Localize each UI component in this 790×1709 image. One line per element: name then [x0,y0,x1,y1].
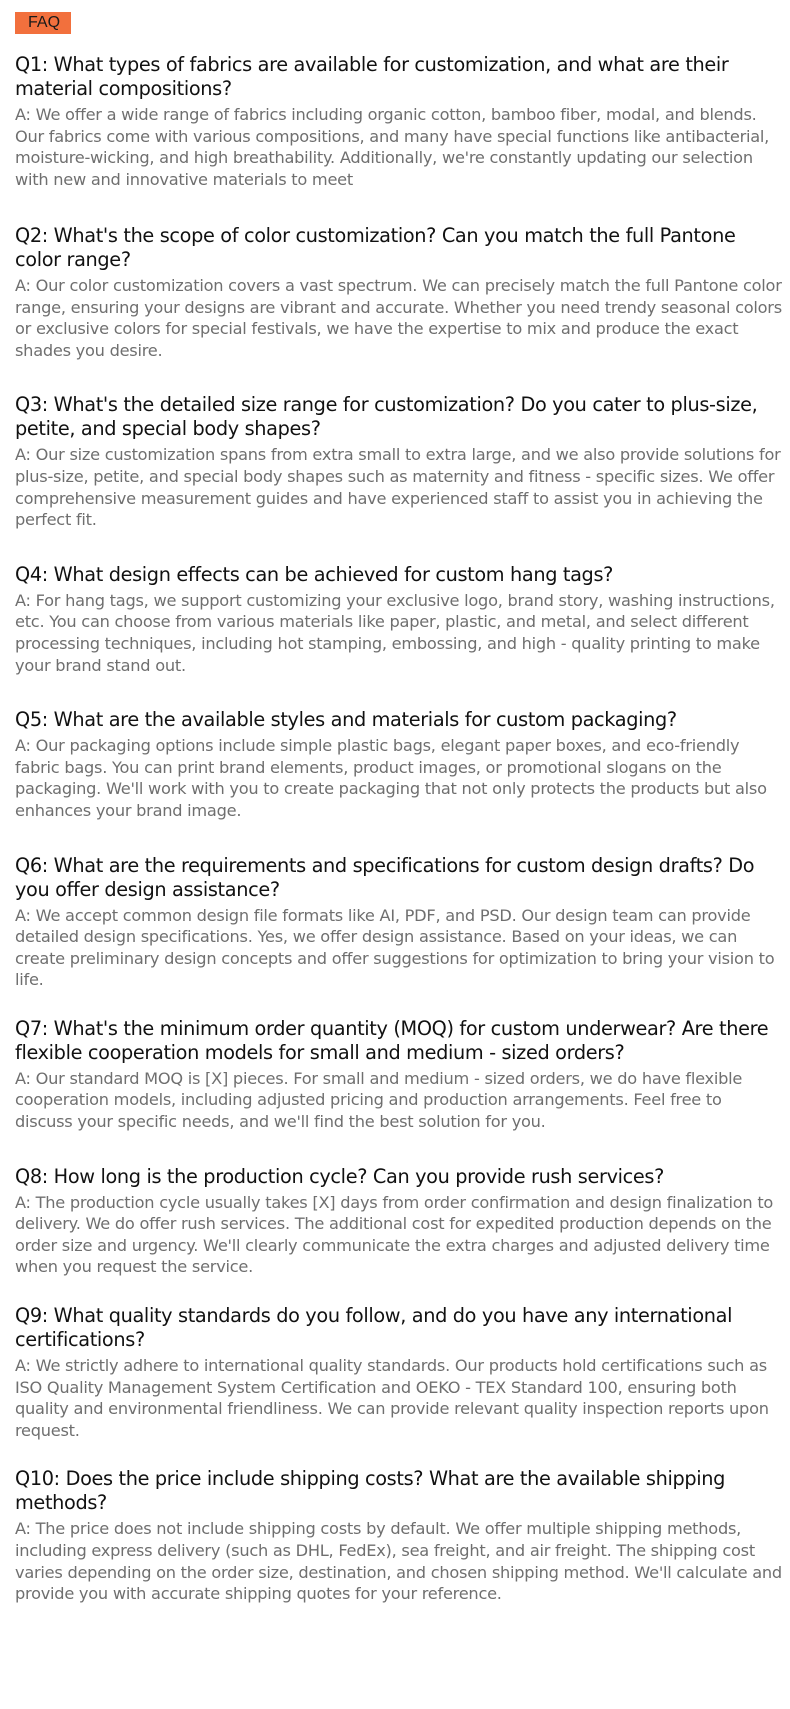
faq-question-9: Q9: What quality standards do you follow, and do you have any international certifications? [15,1304,733,1352]
faq-item-6 [15,854,783,991]
faq-list [15,53,783,1605]
faq-item-4 [15,563,783,676]
faq-answer-1: A: We offer a wide range of fabrics including organic cotton, bamboo fiber, modal, and blends. Our fabrics come with various compositions, and many have special functions like antibacterial, moisture-wicking, and high breathability. Additionally, we're constantly updating our selection with new and innovative materials to meet [15,105,770,189]
faq-question-3: Q3: What's the detailed size range for customization? Do you cater to plus-size, petite, and special body shapes? [15,393,758,441]
faq-question-6: Q6: What are the requirements and specifications for custom design drafts? Do you offer design assistance? [15,853,755,901]
faq-question-2: Q2: What's the scope of color customization? Can you match the full Pantone color range? [15,224,736,271]
faq-badge: FAQ [15,12,71,34]
faq-answer-6: A: We accept common design file formats like AI, PDF, and PSD. Our design team can provide detailed design specifications. Yes, we offer design assistance. Based on your ideas, we can create preliminary design concepts and offer suggestions for optimization to bring your vision to life. [15,905,775,990]
faq-answer-10: A: The price does not include shipping costs by default. We offer multiple shipping methods, including express delivery (such as DHL, FedEx), sea freight, and air freight. The shipping cost varies depending on the order size, destination, and chosen shipping method. We'll calculate and provide you with accurate shipping quotes for your reference. [15,1519,782,1604]
faq-question-7: Q7: What's the minimum order quantity (MOQ) for custom underwear? Are there flexible cooperation models for small and medium - sized orders? [15,1016,769,1064]
faq-question-10: Q10: Does the price include shipping costs? What are the available shipping methods? [15,1467,726,1515]
faq-item-7 [15,1017,783,1133]
faq-question-5: Q5: What are the available styles and materials for custom packaging? [15,708,677,732]
faq-question-8: Q8: How long is the production cycle? Can you provide rush services? [15,1164,664,1188]
faq-item-9 [15,1304,783,1441]
faq-answer-9: A: We strictly adhere to international quality standards. Our products hold certifications such as ISO Quality Management System Certification and OEKO - TEX Standard 100, ensuring both quality and environmental friendliness. We can provide relevant quality inspection reports upon request. [15,1356,769,1440]
faq-answer-5: A: Our packaging options include simple plastic bags, elegant paper boxes, and eco-friendly fabric bags. You can print brand elements, product images, or promotional slogans on the packaging. We'll work with you to create packaging that not only protects the products but also enhances your brand image. [15,736,767,820]
faq-question-4: Q4: What design effects can be achieved for custom hang tags? [15,562,614,586]
faq-item-2 [15,224,783,361]
faq-item-1 [15,53,783,192]
faq-answer-2: A: Our color customization covers a vast spectrum. We can precisely match the full Pantone color range, ensuring your designs are vibrant and accurate. Whether you need trendy seasonal colors or exclusive colors for special festivals, we have the expertise to mix and produce the exact shades you desire. [15,276,782,360]
faq-item-8 [15,1165,783,1278]
faq-answer-3: A: Our size customization spans from extra small to extra large, and we also provide solutions for plus-size, petite, and special body shapes such as maternity and fitness - specific sizes. We offer comprehensive measurement guides and have experienced staff to assist you in achieving the perfect fit. [15,445,781,530]
faq-answer-7: A: Our standard MOQ is [X] pieces. For small and medium - sized orders, we do have flexible cooperation models, including adjusted pricing and production arrangements. Feel free to discuss your specific needs, and we'll find the best solution for you. [15,1068,743,1132]
faq-item-3 [15,393,783,530]
faq-answer-4: A: For hang tags, we support customizing your exclusive logo, brand story, washing instructions, etc. You can choose from various materials like paper, plastic, and metal, and select different processing techniques, including hot stamping, embossing, and high - quality printing to make your brand stand out. [15,590,775,675]
faq-question-1: Q1: What types of fabrics are available for customization, and what are their material compositions? [15,53,729,100]
faq-item-5 [15,708,783,821]
faq-answer-8: A: The production cycle usually takes [X] days from order confirmation and design finalization to delivery. We do offer rush services. The additional cost for expedited production depends on the order size and urgency. We'll clearly communicate the extra charges and adjusted delivery time when you request the service. [15,1192,774,1277]
faq-item-10 [15,1467,783,1604]
